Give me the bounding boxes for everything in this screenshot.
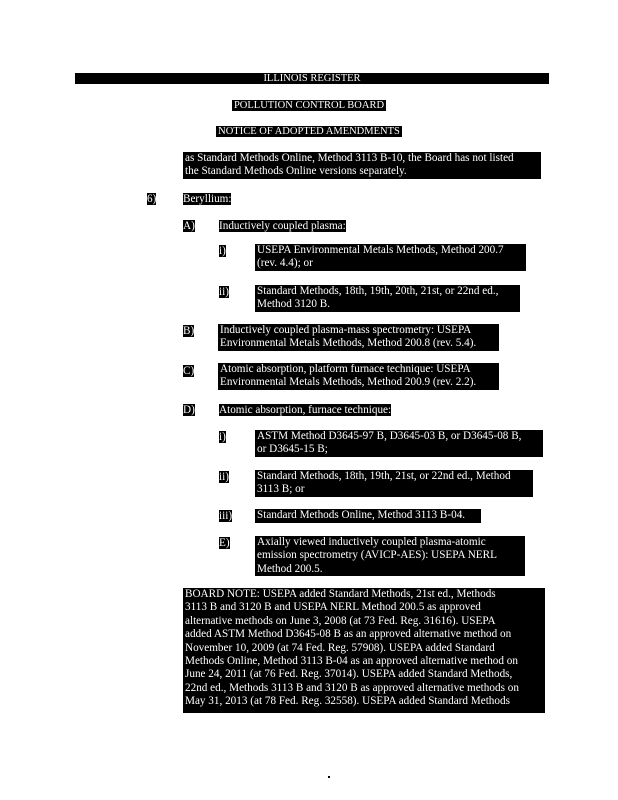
item-line: Inductively coupled plasma-mass spectrometry: USEPA	[220, 324, 472, 336]
item-a-i-text	[255, 244, 526, 271]
item-line: Atomic absorption, platform furnace technique: USEPA	[220, 363, 471, 375]
item-d-i-label	[219, 431, 226, 444]
item-a-ii-label-text: ii)	[219, 286, 229, 298]
section-title-text: Beryllium:	[183, 193, 232, 205]
item-b-label	[183, 325, 194, 338]
item-a-label-text: A)	[183, 220, 195, 232]
item-d-iii-text	[255, 509, 481, 523]
item-a-i-label-text: i)	[219, 245, 226, 257]
item-line: Environmental Metals Methods, Method 200.8 (rev. 5.4).	[220, 337, 477, 350]
item-a-i-label	[219, 245, 226, 258]
item-d-ii-text	[255, 470, 533, 497]
item-a-label	[183, 220, 195, 233]
item-e-label-text: E)	[219, 537, 230, 549]
item-d-i-label-text: i)	[219, 431, 226, 443]
intro-line: as Standard Methods Online, Method 3113 B-10, the Board has not listed	[185, 152, 514, 164]
item-line: USEPA Environmental Metals Methods, Method 200.7	[257, 244, 504, 256]
board-title-text: POLLUTION CONTROL BOARD	[233, 100, 385, 111]
item-e-text	[255, 536, 525, 576]
item-b-label-text: B)	[183, 325, 195, 337]
item-line: Standard Methods, 18th, 19th, 21st, or 22nd ed., Method	[257, 470, 511, 482]
register-title: ILLINOIS REGISTER	[263, 73, 361, 84]
item-line: ASTM Method D3645-97 B, D3645-03 B, or D3645-08 B,	[257, 430, 522, 442]
notice-title-text: NOTICE OF ADOPTED AMENDMENTS	[218, 126, 400, 137]
note-line: added ASTM Method D3645-08 B as an approved alternative method on	[185, 628, 512, 641]
intro-line: the Standard Methods Online versions separately.	[185, 165, 407, 178]
item-line: Axially viewed inductively coupled plasma-atomic	[257, 536, 486, 548]
note-line: June 24, 2011 (at 76 Fed. Reg. 37014). USEPA added Standard Methods,	[185, 668, 513, 681]
item-e-label	[219, 537, 230, 550]
board-title	[0, 99, 618, 112]
note-line: November 10, 2009 (at 74 Fed. Reg. 57908). USEPA added Standard	[185, 641, 495, 654]
item-a-text-span: Inductively coupled plasma:	[219, 220, 346, 232]
item-c-label-text: C)	[183, 365, 195, 377]
note-line: BOARD NOTE: USEPA added Standard Methods, 21st ed., Methods	[185, 588, 496, 600]
item-b-text	[218, 324, 499, 351]
note-line: 22nd ed., Methods 3113 B and 3120 B as approved alternative methods on	[185, 681, 519, 694]
item-line: Standard Methods, 18th, 19th, 20th, 21st, or 22nd ed.,	[257, 285, 499, 297]
item-d-i-text	[255, 430, 543, 457]
item-line: emission spectrometry (AVICP-AES): USEPA NERL	[257, 549, 497, 562]
item-a-ii-text	[255, 285, 520, 312]
item-line: 3113 B; or	[257, 483, 305, 496]
section-label-text: 6)	[147, 193, 157, 205]
item-d-iii-label-text: iii)	[219, 510, 233, 522]
item-d-ii-label	[219, 471, 229, 484]
note-line: May 31, 2013 (at 78 Fed. Reg. 32558). USEPA added Standard Methods	[185, 695, 510, 708]
item-d-text-span: Atomic absorption, furnace technique:	[219, 404, 392, 416]
item-line: or D3645-15 B;	[257, 443, 328, 456]
scan-speck	[328, 776, 330, 778]
note-line: alternative methods on June 3, 2008 (at 73 Fed. Reg. 31616). USEPA	[185, 614, 496, 627]
note-line: 3113 B and 3120 B and USEPA NERL Method 200.5 as approved	[185, 601, 481, 614]
item-d-text	[219, 404, 391, 417]
note-line: Methods Online, Method 3113 B-04 as an approved alternative method on	[185, 655, 518, 668]
board-note	[183, 588, 545, 713]
item-d-label	[183, 404, 195, 417]
item-c-text	[218, 363, 499, 390]
item-line: Method 3120 B.	[257, 298, 331, 311]
item-line: Environmental Metals Methods, Method 200.9 (rev. 2.2).	[220, 376, 477, 389]
item-line: Method 200.5.	[257, 562, 323, 575]
item-d-ii-label-text: ii)	[219, 471, 229, 483]
section-label	[147, 193, 156, 206]
section-title	[183, 193, 231, 206]
item-line: (rev. 4.4); or	[257, 257, 313, 270]
item-a-text	[219, 220, 346, 233]
notice-title	[0, 125, 618, 138]
intro-paragraph	[183, 152, 541, 179]
item-d-iii-label	[219, 510, 232, 523]
item-line: Standard Methods Online, Method 3113 B-04.	[257, 509, 466, 521]
item-a-ii-label	[219, 286, 229, 299]
item-d-label-text: D)	[183, 404, 195, 416]
item-c-label	[183, 365, 194, 378]
